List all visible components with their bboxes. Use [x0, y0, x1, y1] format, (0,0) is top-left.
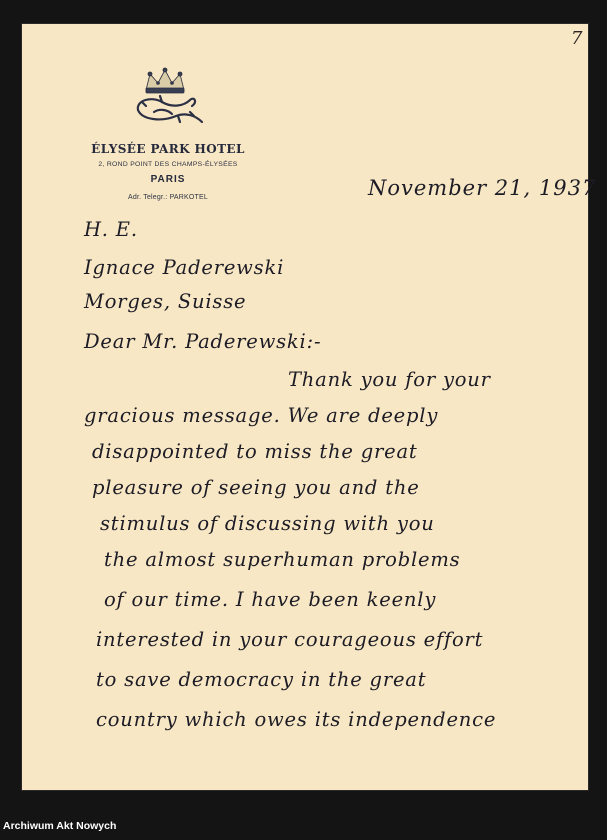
body-line: country which owes its independence	[96, 708, 497, 731]
hotel-city: PARIS	[150, 174, 186, 185]
body-line: the almost superhuman problems	[104, 548, 461, 571]
hotel-crest-logo	[132, 66, 208, 132]
body-line: stimulus of discussing with you	[100, 512, 435, 535]
salutation: Dear Mr. Paderewski:-	[84, 330, 322, 353]
recipient-line: H. E.	[84, 218, 138, 241]
letter-date: November 21, 1937	[368, 176, 597, 200]
page-number: 7	[571, 28, 583, 49]
recipient-line: Ignace Paderewski	[84, 256, 285, 279]
body-line: of our time. I have been keenly	[104, 588, 437, 611]
archive-footer	[0, 814, 607, 840]
archive-name: Archiwum Akt Nowych	[3, 820, 117, 832]
body-line: pleasure of seeing you and the	[92, 476, 420, 499]
body-line: Thank you for your	[288, 368, 491, 391]
body-line: to save democracy in the great	[96, 668, 427, 691]
body-line: gracious message. We are deeply	[84, 404, 439, 427]
body-line: interested in your courageous effort	[96, 628, 484, 651]
hotel-address: 2, ROND POINT DES CHAMPS-ÉLYSÉES	[98, 161, 238, 168]
body-line: disappointed to miss the great	[92, 440, 418, 463]
hotel-telegraph: Adr. Telegr.: PARKOTEL	[127, 194, 208, 201]
recipient-line: Morges, Suisse	[84, 290, 247, 313]
hotel-name: ÉLYSÉE PARK HOTEL	[91, 142, 245, 156]
